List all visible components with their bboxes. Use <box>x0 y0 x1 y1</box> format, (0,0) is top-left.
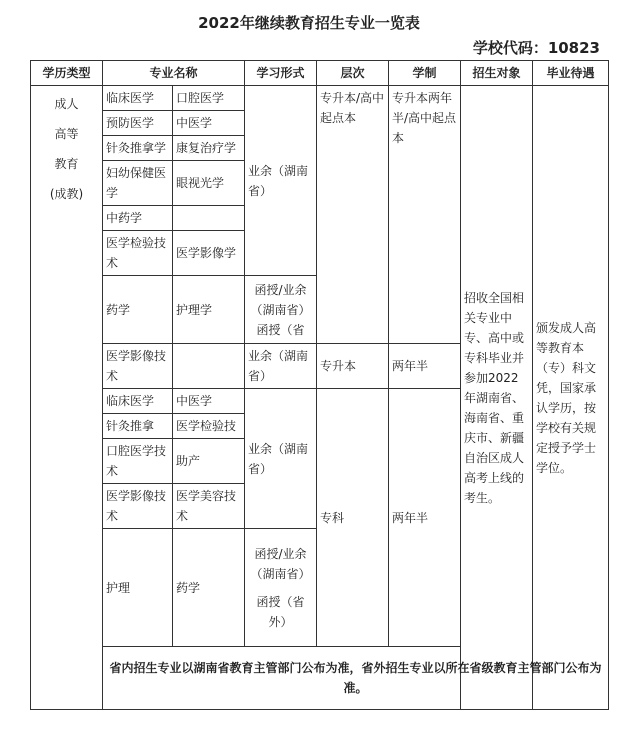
header-target: 招生对象 <box>461 61 533 86</box>
duration-cell: 两年半 <box>389 389 461 647</box>
table-row <box>31 86 609 111</box>
major-cell: 医学美容技术 <box>173 484 245 529</box>
edu-type-line: 教育 <box>54 157 79 171</box>
major-cell: 药学 <box>173 529 245 647</box>
major-cell: 口腔医学技术 <box>103 439 173 484</box>
header-edu-type: 学历类型 <box>31 61 103 86</box>
major-cell <box>173 344 245 389</box>
edu-type-line: 高等 <box>54 127 79 141</box>
study-form-cell: 业余（湖南省） <box>245 344 317 389</box>
level-cell: 专升本 <box>317 344 389 389</box>
duration-cell: 专升本两年半/高中起点本 <box>389 86 461 344</box>
graduation-cell: 颁发成人高等教育本（专）科文凭，国家承认学历，按学校有关规定授予学士学位。 <box>533 86 609 710</box>
enrollment-table <box>30 60 609 710</box>
major-cell: 针灸推拿学 <box>103 136 173 161</box>
page-title: 2022年继续教育招生专业一览表 <box>198 14 420 32</box>
duration-cell: 两年半 <box>389 344 461 389</box>
major-cell: 眼视光学 <box>173 161 245 206</box>
major-cell: 中医学 <box>173 389 245 414</box>
study-form-line: 函授（省外） <box>256 594 305 629</box>
header-study-form: 学习形式 <box>245 61 317 86</box>
study-form-cell: 业余（湖南省） <box>245 389 317 529</box>
study-form-line: 函授/业余（湖南省） <box>250 546 311 581</box>
school-code: 学校代码：10823 <box>472 39 600 57</box>
major-cell: 口腔医学 <box>173 86 245 111</box>
footer-row <box>31 647 609 710</box>
header-graduation: 毕业待遇 <box>533 61 609 86</box>
major-cell: 护理 <box>103 529 173 647</box>
header-level: 层次 <box>317 61 389 86</box>
major-cell: 预防医学 <box>103 111 173 136</box>
major-cell: 临床医学 <box>103 389 173 414</box>
major-cell: 中药学 <box>103 206 173 231</box>
major-cell: 针灸推拿 <box>103 414 173 439</box>
level-cell: 专升本/高中起点本 <box>317 86 389 344</box>
major-cell <box>173 206 245 231</box>
major-cell: 临床医学 <box>103 86 173 111</box>
edu-type-line: (成教) <box>49 187 84 201</box>
major-cell: 助产 <box>173 439 245 484</box>
major-cell: 医学检验技 <box>173 414 245 439</box>
major-cell: 妇幼保健医学 <box>103 161 173 206</box>
study-form-cell: 业余（湖南省） <box>245 86 317 276</box>
edu-type-cell <box>31 86 103 710</box>
footer-note: 省内招生专业以湖南省教育主管部门公布为准，省外招生专业以所在省级教育主管部门公布为准。 <box>103 647 609 710</box>
header-major: 专业名称 <box>103 61 245 86</box>
target-cell: 招收全国相关专业中专、高中或专科毕业并参加2022年湖南省、海南省、重庆市、新疆自治区成人高考上线的考生。 <box>461 86 533 710</box>
major-cell: 康复治疗学 <box>173 136 245 161</box>
study-form-cell: 函授/业余（湖南省）函授（省 <box>245 276 317 344</box>
major-cell: 中医学 <box>173 111 245 136</box>
major-cell: 医学影像学 <box>173 231 245 276</box>
major-cell: 医学影像技术 <box>103 344 173 389</box>
level-cell: 专科 <box>317 389 389 647</box>
study-form-cell <box>245 529 317 647</box>
major-cell: 药学 <box>103 276 173 344</box>
header-duration: 学制 <box>389 61 461 86</box>
major-cell: 医学影像技术 <box>103 484 173 529</box>
major-cell: 护理学 <box>173 276 245 344</box>
edu-type-line: 成人 <box>54 97 79 111</box>
header-row <box>31 61 609 86</box>
major-cell: 医学检验技术 <box>103 231 173 276</box>
